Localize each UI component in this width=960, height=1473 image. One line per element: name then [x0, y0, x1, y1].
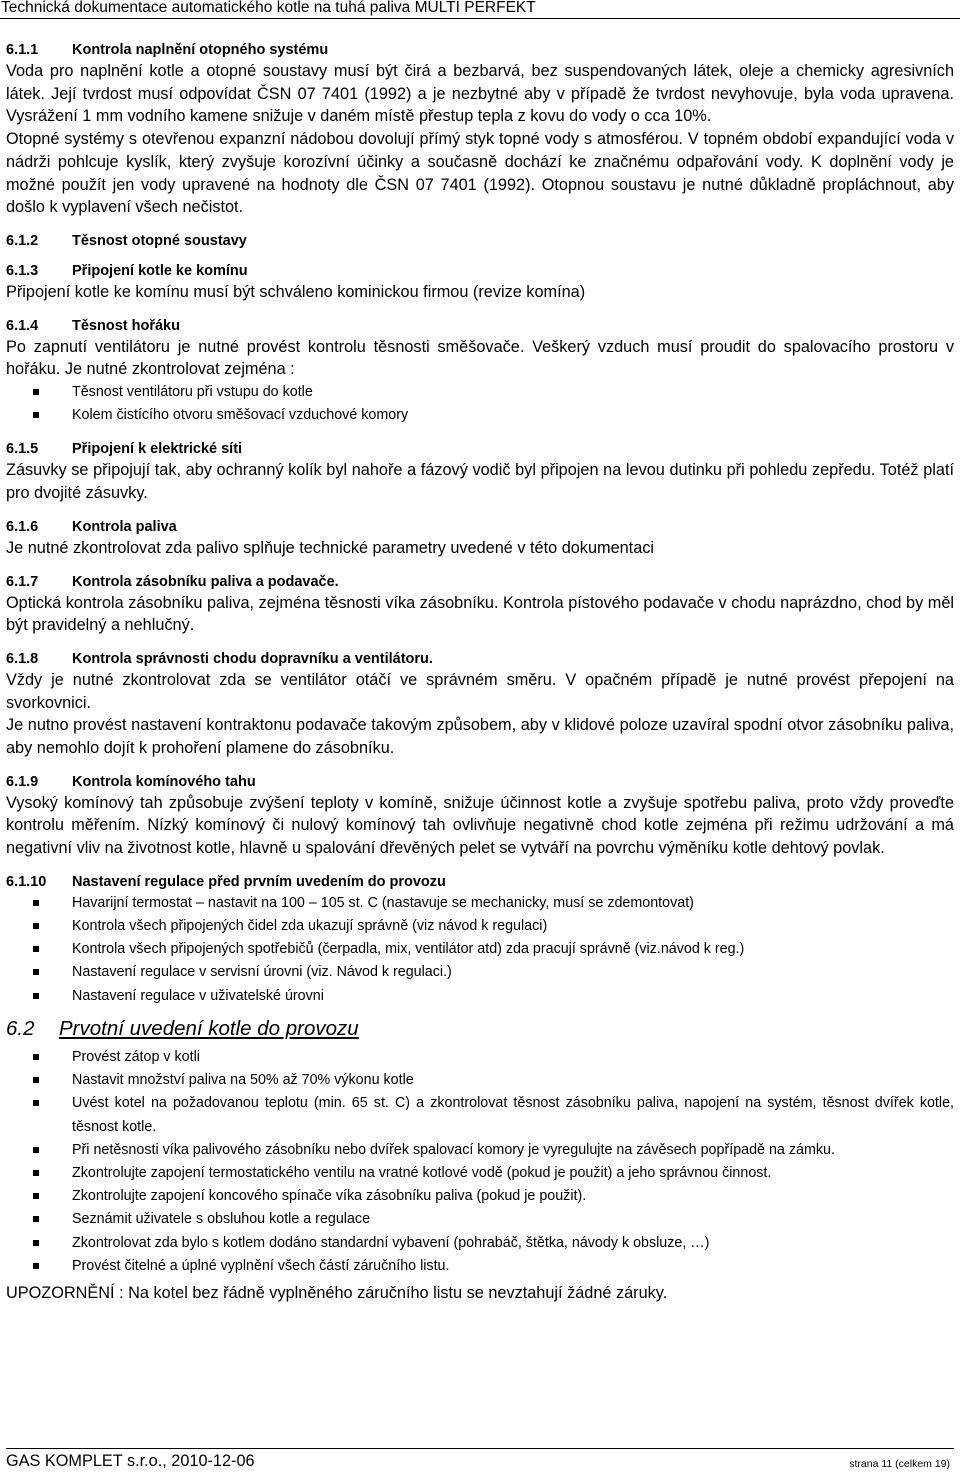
section-heading	[6, 872, 954, 892]
list-item: Zkontrolujte zapojení koncového spínače víka zásobníku paliva (pokud je použit).	[6, 1185, 954, 1208]
section-heading	[6, 517, 954, 537]
chapter-heading	[6, 1016, 954, 1042]
bullet-square-icon	[33, 1170, 39, 1176]
section-number: 6.1.3	[6, 262, 39, 279]
section-6-1-7	[6, 572, 954, 637]
bullet-list	[6, 892, 954, 1008]
bullet-square-icon	[33, 1193, 39, 1199]
warning-notice: UPOZORNĚNÍ : Na kotel bez řádně vyplněného záručního listu se nevztahují žádné záruky.	[6, 1283, 668, 1302]
paragraph: Po zapnutí ventilátoru je nutné provést kontrolu těsnosti směšovače. Veškerý vzduch musí proudit do spalovacího prostoru v hořáku. Je nutné zkontrolovat zejména :	[6, 337, 954, 379]
bullet-square-icon	[33, 900, 39, 906]
list-item: Nastavit množství paliva na 50% až 70% výkonu kotle	[6, 1069, 954, 1092]
paragraph: Voda pro naplnění kotle a otopné soustavy musí být čirá a bezbarvá, bez suspendovaných látek, oleje a chemicky agresivních látek. Její tvrdost musí odpovídat ČSN 07 7401 (1992) a je nezbytné aby v případě že tvrdost nevyhovuje, byla voda upravena. Vysrážení 1 mm vodního kamene snižuje v daném místě přestup tepla z kovu do vody o cca 10%.	[6, 62, 954, 126]
section-heading	[6, 316, 954, 336]
section-6-1-5	[6, 439, 954, 504]
list-item: Zkontrolujte zapojení termostatického ventilu na vratné kotlové vodě (pokud je použit) a jeho správnou činnost.	[6, 1162, 954, 1185]
section-6-1-4	[6, 316, 954, 428]
section-6-1-3	[6, 261, 954, 304]
list-item: Těsnost ventilátoru při vstupu do kotle	[6, 381, 954, 404]
document-body	[6, 40, 954, 1304]
section-heading	[6, 231, 954, 251]
paragraph: Zásuvky se připojují tak, aby ochranný kolík byl nahoře a fázový vodič byl připojen na levou dutinku při pohledu zepředu. Totéž platí pro dvojité zásuvky.	[6, 461, 954, 503]
section-title: Nastavení regulace před prvním uvedením do provozu	[72, 873, 446, 890]
bullet-square-icon	[33, 1147, 39, 1153]
section-heading	[6, 439, 954, 459]
bullet-square-icon	[33, 923, 39, 929]
list-item: Kontrola všech připojených čidel zda ukazují správně (viz návod k regulaci)	[6, 915, 954, 938]
section-heading	[6, 261, 954, 281]
section-title: Připojení kotle ke komínu	[72, 262, 248, 279]
paragraph: Připojení kotle ke komínu musí být schváleno kominickou firmou (revize komína)	[6, 282, 586, 301]
bullet-square-icon	[33, 1054, 39, 1060]
bullet-square-icon	[33, 969, 39, 975]
page-number: strana 11 (celkem 19)	[849, 1458, 950, 1470]
section-number: 6.1.7	[6, 573, 39, 590]
list-item: Zkontrolovat zda bylo s kotlem dodáno standardní vybavení (pohrabáč, štětka, návody k obsluze, …)	[6, 1232, 954, 1255]
paragraph: Vždy je nutné zkontrolovat zda se ventilátor otáčí ve správném směru. V opačném případě je nutné provést přepojení na svorkovnici.	[6, 670, 954, 712]
document-header	[0, 0, 960, 19]
list-item: Provést čitelné a úplné vyplnění všech částí záručního listu.	[6, 1255, 954, 1278]
section-heading	[6, 772, 954, 792]
bullet-square-icon	[33, 993, 39, 999]
bullet-square-icon	[33, 389, 39, 395]
paragraph: Je nutné zkontrolovat zda palivo splňuje technické parametry uvedené v této dokumentaci	[6, 538, 655, 557]
chapter-title: Prvotní uvedení kotle do provozu	[59, 1016, 359, 1040]
bullet-square-icon	[33, 412, 39, 418]
chapter-number: 6.2	[6, 1016, 35, 1040]
section-heading	[6, 572, 954, 592]
footer-company-date: GAS KOMPLET s.r.o., 2010-12-06	[6, 1452, 255, 1470]
section-number: 6.1.6	[6, 518, 39, 535]
list-item: Kolem čistícího otvoru směšovací vzduchové komory	[6, 404, 954, 427]
section-number: 6.1.8	[6, 650, 39, 667]
section-title: Kontrola správnosti chodu dopravníku a ventilátoru.	[72, 650, 433, 667]
section-6-1-2	[6, 231, 954, 251]
bullet-square-icon	[33, 1100, 39, 1106]
section-heading	[6, 40, 954, 60]
paragraph: Je nutno provést nastavení kontraktonu podavače takovým způsobem, aby v klidové poloze uzavíral spodní otvor zásobníku paliva, aby nemohlo dojít k prohoření plamene do zásobníku.	[6, 716, 954, 758]
section-6-1-9	[6, 772, 954, 860]
list-item: Uvést kotel na požadovanou teplotu (min. 65 st. C) a zkontrolovat těsnost zásobníku paliva, napojení na systém, těsnost dvířek kotle, těsnost kotle.	[6, 1092, 954, 1138]
list-item: Provést zátop v kotli	[6, 1046, 954, 1069]
document-title: Technická dokumentace automatického kotle na tuhá paliva MULTI PERFEKT	[1, 0, 536, 16]
section-title: Kontrola komínového tahu	[72, 773, 256, 790]
section-number: 6.1.2	[6, 232, 39, 249]
list-item: Kontrola všech připojených spotřebičů (čerpadla, mix, ventilátor atd) zda pracují správně (viz.návod k reg.)	[6, 938, 954, 961]
bullet-square-icon	[33, 1263, 39, 1269]
bullet-list	[6, 381, 954, 427]
bullet-square-icon	[33, 1216, 39, 1222]
section-6-2	[6, 1016, 954, 1278]
list-item: Při netěsnosti víka palivového zásobníku nebo dvířek spalovací komory je vyregulujte na závěsech popřípadě na zámku.	[6, 1139, 954, 1162]
section-6-1-6	[6, 517, 954, 560]
section-title: Těsnost otopné soustavy	[72, 232, 247, 249]
section-number: 6.1.4	[6, 317, 39, 334]
list-item: Havarijní termostat – nastavit na 100 – 105 st. C (nastavuje se mechanicky, musí se zdemontovat)	[6, 892, 954, 915]
bullet-square-icon	[33, 1077, 39, 1083]
bullet-list	[6, 1046, 954, 1278]
paragraph: Otopné systémy s otevřenou expanzní nádobou dovolují přímý styk topné vody s atmosférou. V topném období expandující voda v nádrži pohlcuje kyslík, který zvyšuje korozívní účinky a současně dochází ke značnému odpařování vody. K doplnění vody je možné použít jen vody upravené na hodnoty dle ČSN 07 7401 (1992). Otopnou soustavu je nutné důkladně propláchnout, aby došlo k vyplavení všech nečistot.	[6, 130, 954, 217]
section-6-1-8	[6, 649, 954, 760]
section-number: 6.1.1	[6, 42, 39, 58]
paragraph: Optická kontrola zásobníku paliva, zejména těsnosti víka zásobníku. Kontrola pístového podavače v chodu naprázdno, chod by měl být pravidelný a nehlučný.	[6, 593, 954, 635]
bullet-square-icon	[33, 1240, 39, 1246]
section-number: 6.1.10	[6, 873, 47, 890]
section-6-1-10	[6, 872, 954, 1008]
section-number: 6.1.5	[6, 441, 39, 458]
section-heading	[6, 649, 954, 669]
section-number: 6.1.9	[6, 773, 39, 790]
section-title: Kontrola zásobníku paliva a podavače.	[72, 573, 339, 590]
section-title: Připojení k elektrické síti	[72, 441, 243, 458]
section-title: Těsnost hořáku	[72, 317, 180, 334]
list-item: Nastavení regulace v servisní úrovni (viz. Návod k regulaci.)	[6, 961, 954, 984]
bullet-square-icon	[33, 946, 39, 952]
document-footer	[6, 1448, 954, 1471]
section-title: Kontrola paliva	[72, 518, 177, 535]
list-item: Nastavení regulace v uživatelské úrovni	[6, 985, 954, 1008]
paragraph: Vysoký komínový tah způsobuje zvýšení teploty v komíně, snižuje účinnost kotle a zvyšuje spotřebu paliva, proto vždy proveďte kontrolu měřením. Nízký komínový či nulový komínový tah ovlivňuje negativně chod kotle zejména při režimu udržování a má negativní vliv na životnost kotle, hlavně u spalování dřevěných pelet se vytváří na povrchu výměníku kotle dehtový povlak.	[6, 793, 954, 858]
section-6-1-1	[6, 40, 954, 219]
section-title: Kontrola naplnění otopného systému	[72, 42, 329, 58]
list-item: Seznámit uživatele s obsluhou kotle a regulace	[6, 1208, 954, 1231]
